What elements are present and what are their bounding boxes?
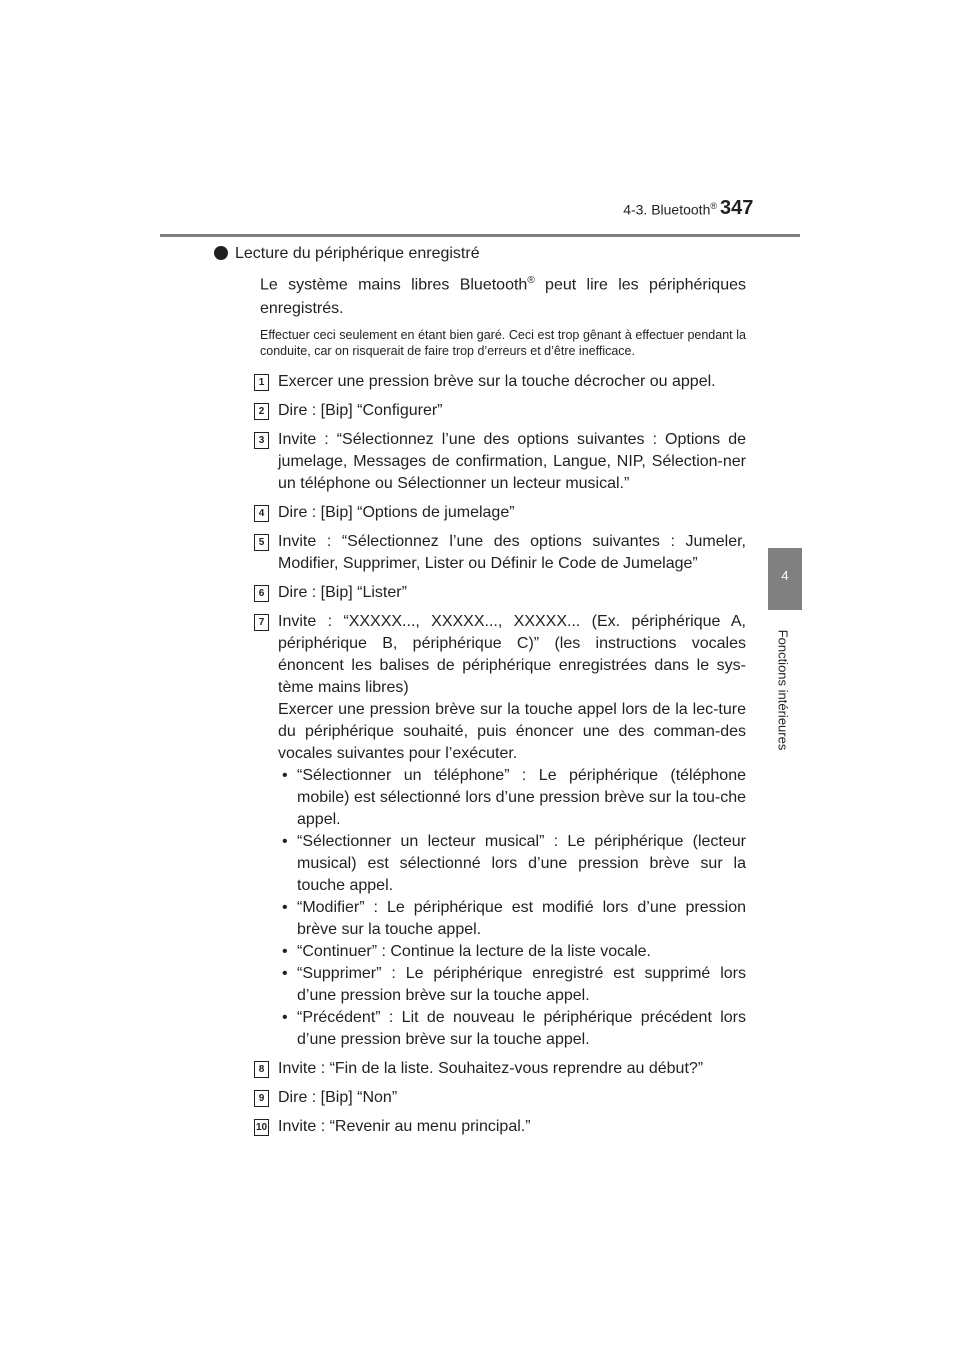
main-content	[214, 243, 746, 1145]
step-7: 7 Invite : “XXXXX..., XXXXX..., XXXXX... (Ex. périphérique A, périphérique B, périphérique C)” (les instructions vocales énoncent les balises de périphérique enregistrées dans le sys-tème mains libres) Exercer une pression brève sur la touche appel lors de la lec-ture du périphérique souhaité, puis énoncer une des comman-des vocales suivantes pour l’exécuter. • “Sélectionner un téléphone” : Le périphérique (téléphone mobile) est sélectionné lors d’une pression brève sur la tou-che appel. • “Sélectionner un lecteur musical” : Le périphérique (lecteur musical) est sélectionné lors d’une pression brève sur la touche appel. • “Modifier” : Le périphérique est modifié lors d’une pression brève sur la touche appel. • “Continuer” : Continue la lecture de la liste vocale. • “Supprimer” : Le périphérique enregistré est supprimé lors d’une pression brève sur la touche appel. • “Précédent” : Lit de nouveau le périphérique précédent lors d’une pression brève sur la touche appel.	[214, 611, 746, 1051]
list-item: • “Modifier” : Le périphérique est modifié lors d’une pression brève sur la touche appel.	[278, 897, 746, 941]
chapter-number: 4	[781, 568, 789, 583]
section-title: 4-3. Bluetooth®	[623, 201, 717, 218]
list-item: • “Continuer” : Continue la lecture de la liste vocale.	[278, 941, 746, 963]
step-number-badge: 7	[254, 614, 269, 631]
step-number-badge: 5	[254, 534, 269, 551]
step-number-badge: 8	[254, 1061, 269, 1078]
command-list	[278, 765, 746, 1051]
step-4: 4 Dire : [Bip] “Options de jumelage”	[214, 502, 746, 524]
chapter-tab	[768, 548, 802, 610]
step-8: 8 Invite : “Fin de la liste. Souhaitez-vous reprendre au début?”	[214, 1058, 746, 1080]
step-number-badge: 9	[254, 1090, 269, 1107]
step-number-badge: 3	[254, 432, 269, 449]
step-9: 9 Dire : [Bip] “Non”	[214, 1087, 746, 1109]
step-number-badge: 10	[254, 1119, 269, 1136]
intro-paragraph: Le système mains libres Bluetooth® peut lire les périphériques enregistrés.	[260, 275, 746, 318]
step-5: 5 Invite : “Sélectionnez l’une des options suivantes : Jumeler, Modifier, Supprimer, Lister ou Définir le Code de Jumelage”	[214, 531, 746, 575]
step-3: 3 Invite : “Sélectionnez l’une des options suivantes : Options de jumelage, Messages de confirmation, Langue, NIP, Sélection-ner un téléphone ou Sélectionner un lecteur musical.”	[214, 429, 746, 495]
step-10: 10 Invite : “Revenir au menu principal.”	[255, 1118, 531, 1136]
list-item: • “Précédent” : Lit de nouveau le périphérique précédent lors d’une pression brève sur la touche appel.	[278, 1007, 746, 1051]
step-number-badge: 2	[254, 403, 269, 420]
page-number: 347	[720, 197, 754, 219]
step-2: 2 Dire : [Bip] “Configurer”	[214, 400, 746, 422]
chapter-label: Fonctions intérieures	[775, 629, 791, 751]
list-item: • “Supprimer” : Le périphérique enregistré est supprimé lors d’une pression brève sur la touche appel.	[278, 963, 746, 1007]
step-1: 1 Exercer une pression brève sur la touche décrocher ou appel.	[214, 371, 746, 393]
step-list	[214, 371, 746, 1138]
step-number-badge: 1	[254, 374, 269, 391]
heading-text: Lecture du périphérique enregistré	[235, 245, 480, 262]
registered-mark: ®	[710, 201, 717, 211]
bullet-heading	[214, 243, 746, 265]
step-number-badge: 6	[254, 585, 269, 602]
list-item: • “Sélectionner un lecteur musical” : Le périphérique (lecteur musical) est sélectionné lors d’une pression brève sur la touche appel.	[278, 831, 746, 897]
step-number-badge: 4	[254, 505, 269, 522]
step-6: 6 Dire : [Bip] “Lister”	[214, 582, 746, 604]
safety-note: Effectuer ceci seulement en étant bien garé. Ceci est trop gênant à effectuer pendant la conduite, car on risquerait de faire trop d’erreurs et d’être inefficace.	[260, 328, 746, 359]
list-item: • “Sélectionner un téléphone” : Le périphérique (téléphone mobile) est sélectionné lors d’une pression brève sur la tou-che appel.	[278, 765, 746, 831]
header-divider	[160, 234, 800, 237]
bullet-dot-icon	[214, 246, 228, 260]
